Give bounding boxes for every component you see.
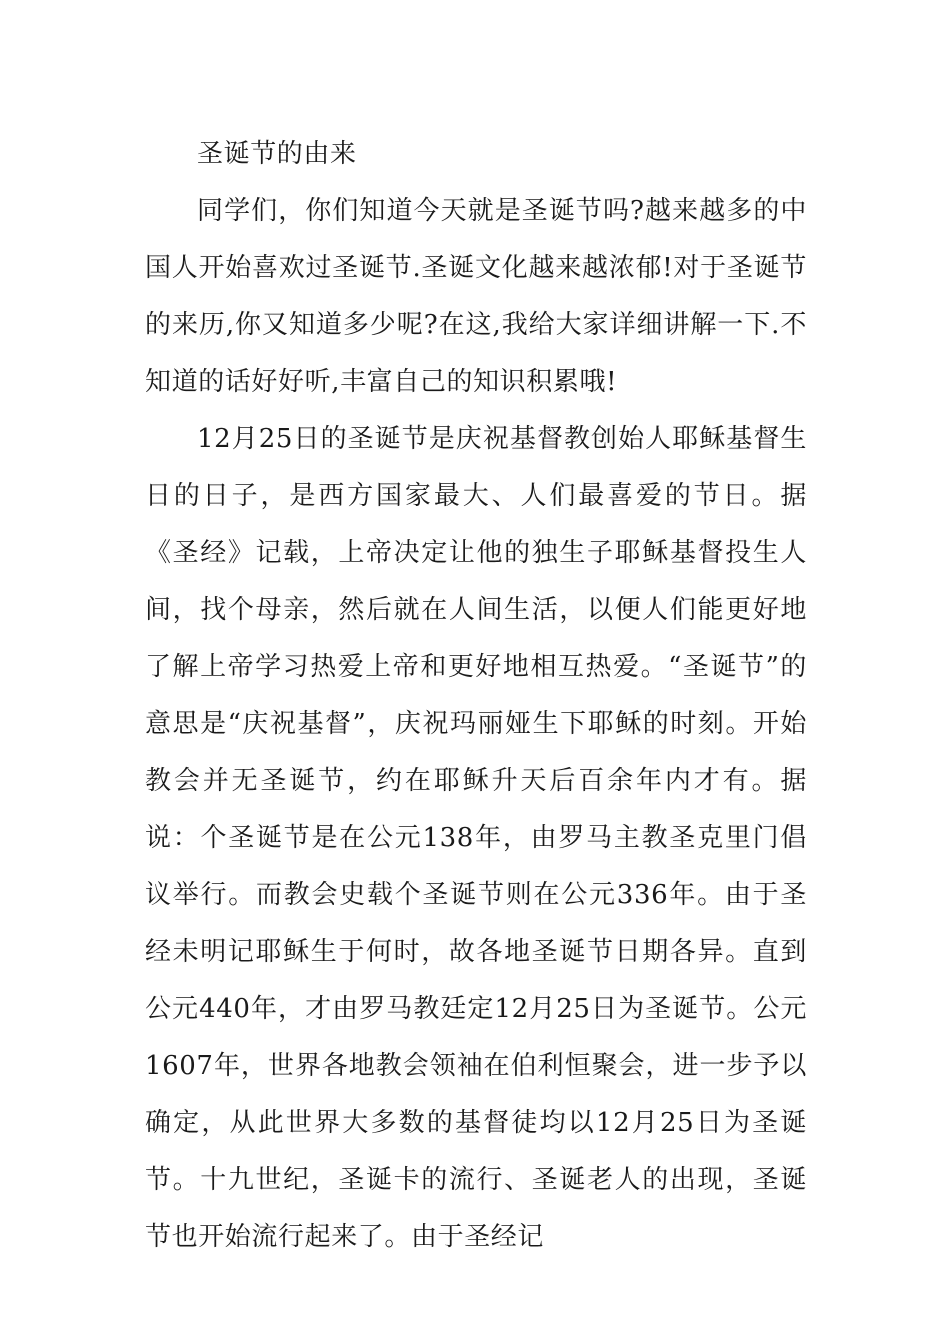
document-body [145, 126, 807, 1266]
document-title: 圣诞节的由来 [197, 139, 357, 169]
paragraph-history: 12月25日的圣诞节是庆祝基督教创始人耶稣基督生日的日子，是西方国家最大、人们最喜爱的节日。据《圣经》记载，上帝决定让他的独生子耶稣基督投生人间，找个母亲，然后就在人间生活，以便人们能更好地了解上帝学习热爱上帝和更好地相互热爱。“圣诞节”的意思是“庆祝基督”，庆祝玛丽娅生下耶稣的时刻。开始教会并无圣诞节，约在耶稣升天后百余年内才有。据说：个圣诞节是在公元138年，由罗马主教圣克里门倡议举行。而教会史载个圣诞节则在公元336年。由于圣经未明记耶稣生于何时，故各地圣诞节日期各异。直到公元440年，才由罗马教廷定12月25日为圣诞节。公元1607年，世界各地教会领袖在伯利恒聚会，进一步予以确定，从此世界大多数的基督徒均以12月25日为圣诞节。十九世纪，圣诞卡的流行、圣诞老人的出现，圣诞节也开始流行起来了。由于圣经记 [145, 424, 807, 1252]
paragraph-intro: 同学们，你们知道今天就是圣诞节吗?越来越多的中国人开始喜欢过圣诞节.圣诞文化越来越浓郁!对于圣诞节的来历,你又知道多少呢?在这,我给大家详细讲解一下.不知道的话好好听,丰富自己的知识积累哦! [145, 196, 807, 397]
